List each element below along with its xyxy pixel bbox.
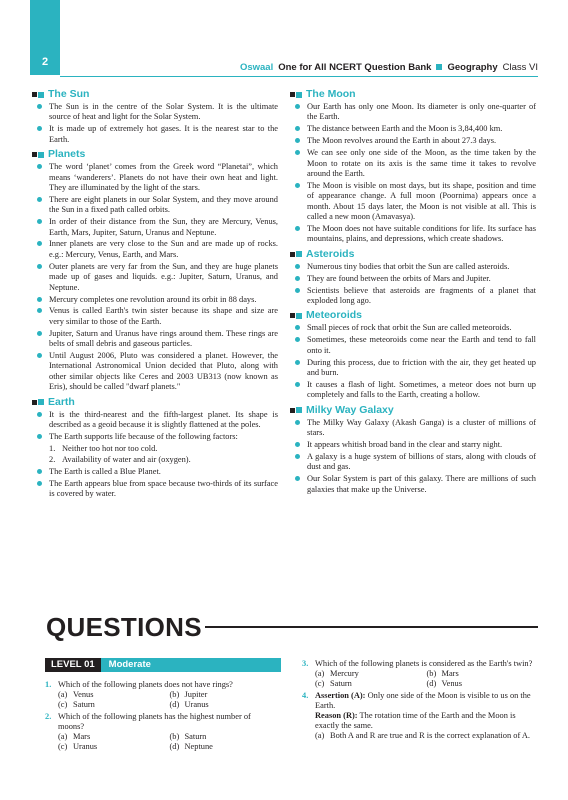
option xyxy=(170,742,278,752)
bullet-icon xyxy=(295,337,300,342)
bullet-text: It is the third-nearest and the fifth-largest planet. Its shape is described as a geoid because it is slightly flattened at the poles. xyxy=(49,409,278,430)
bullet-icon xyxy=(295,150,300,155)
option-letter: (a) xyxy=(58,690,68,700)
bullet-item xyxy=(290,274,536,284)
option-letter: (c) xyxy=(315,679,325,689)
question xyxy=(302,659,534,690)
bullet-item xyxy=(32,262,278,293)
options-grid xyxy=(58,690,277,710)
bullet-item xyxy=(290,474,536,495)
option-text: Venus xyxy=(73,690,94,700)
bullet-icon xyxy=(295,442,300,447)
section-square-icon xyxy=(290,313,302,319)
bullet-item xyxy=(290,181,536,223)
option-letter: (c) xyxy=(58,742,68,752)
option-text: Jupiter xyxy=(184,690,208,700)
question-text: Which of the following planets does not have rings? xyxy=(58,680,233,689)
question-number: 2. xyxy=(45,711,52,721)
option-text: Mercury xyxy=(330,669,359,679)
bullet-text: Our Solar System is part of this galaxy. There are millions of such galaxies that make up the Universe. xyxy=(307,474,536,494)
option-text: Saturn xyxy=(184,732,207,742)
section-heading xyxy=(290,248,536,261)
option xyxy=(427,679,535,689)
questions-title: QUESTIONS xyxy=(46,612,202,642)
factor-list xyxy=(32,444,278,466)
bullet-icon xyxy=(295,126,300,131)
option-letter: (d) xyxy=(426,679,437,689)
bullet-icon xyxy=(295,288,300,293)
bullet-item xyxy=(290,262,536,272)
option-text: Uranus xyxy=(73,742,98,752)
reason xyxy=(315,711,534,731)
section-title: Milky Way Galaxy xyxy=(306,403,394,416)
assertion xyxy=(315,691,534,711)
option xyxy=(170,700,278,710)
bullet-text: The Moon revolves around the Earth in about 27.3 days. xyxy=(307,136,497,146)
square-accent-icon xyxy=(38,152,44,158)
notes-section xyxy=(290,404,536,495)
bullet-icon xyxy=(295,226,300,231)
bullet-text: Jupiter, Saturn and Uranus have rings around them. These rings are belts of small debris and gaseous particles. xyxy=(49,328,278,349)
option xyxy=(170,732,278,742)
notes-section xyxy=(32,88,278,145)
bullet-icon xyxy=(37,264,42,269)
bullet-icon xyxy=(37,308,42,313)
section-square-icon xyxy=(32,152,44,158)
option-letter: (a) xyxy=(315,669,325,679)
bullet-item xyxy=(290,358,536,379)
header-separator-icon xyxy=(436,64,442,70)
bullet-item xyxy=(32,329,278,350)
bullet-item xyxy=(32,467,278,477)
bullet-text: Until August 2006, Pluto was considered a planet. However, the International Astronomical Union decided that Pluto, along with other similar objects like Ceres and 2003 UB313 (now known as Eris), should be called "dwarf planets." xyxy=(49,351,278,392)
bullet-item xyxy=(32,295,278,305)
bullet-text: The Milky Way Galaxy (Akash Ganga) is a cluster of millions of stars. xyxy=(307,417,536,438)
bullet-icon xyxy=(37,219,42,224)
option-letter: (a) xyxy=(315,731,325,741)
notes-section xyxy=(290,88,536,245)
option xyxy=(58,700,166,710)
bullet-icon xyxy=(37,297,42,302)
bullet-text: It appears whitish broad band in the clear and starry night. xyxy=(307,440,503,450)
option-text: Both A and R are true and R is the correct explanation of A. xyxy=(330,731,531,741)
question xyxy=(45,680,277,711)
bullet-item xyxy=(290,148,536,179)
section-title: The Sun xyxy=(48,88,90,100)
square-dark-icon xyxy=(290,313,295,318)
questions-rule xyxy=(205,626,538,628)
bullet-item xyxy=(290,452,536,473)
option xyxy=(315,669,423,679)
section-square-icon xyxy=(290,407,302,413)
section-title: Planets xyxy=(48,148,86,161)
question xyxy=(302,691,534,742)
bullet-icon xyxy=(295,325,300,330)
square-dark-icon xyxy=(32,152,37,157)
square-dark-icon xyxy=(290,252,295,257)
bullet-text: The Earth supports life because of the following factors: xyxy=(49,431,238,441)
bullet-text: The word ‘planet’ comes from the Greek word “Planetai”, which means ‘wanderers’. Planets do not have their own heat and light. They are illuminated by the light of the stars. xyxy=(49,162,278,192)
bullet-icon xyxy=(295,360,300,365)
bullet-text: We can see only one side of the Moon, as the time taken by the Moon to rotate on its axis is the same time it takes to revolve around the Earth. xyxy=(307,148,536,178)
bullet-item xyxy=(32,102,278,123)
notes-section xyxy=(290,309,536,400)
option-text: Uranus xyxy=(184,700,209,710)
assertion-text: Only one side of the Moon is visible to us on the Earth. xyxy=(315,690,531,710)
bullet-icon xyxy=(37,434,42,439)
bullet-list xyxy=(290,323,536,400)
bullet-icon xyxy=(37,469,42,474)
option xyxy=(170,690,278,700)
bullet-list xyxy=(32,102,278,145)
section-title: The Moon xyxy=(306,88,356,100)
option-letter: (d) xyxy=(169,700,180,710)
assertion-label: Assertion (A): xyxy=(315,690,366,700)
bullet-text: Our Earth has only one Moon. Its diameter is only one-quarter of the Earth. xyxy=(307,102,536,122)
question-text: Which of the following planets is considered as the Earth's twin? xyxy=(315,659,533,668)
bullet-icon xyxy=(37,104,42,109)
factor-number: 1. xyxy=(49,443,56,453)
section-heading xyxy=(290,404,536,417)
bullet-item xyxy=(32,195,278,216)
bullet-icon xyxy=(295,183,300,188)
bullet-item xyxy=(290,323,536,333)
square-dark-icon xyxy=(32,92,37,97)
section-title: Earth xyxy=(48,395,75,408)
bullet-icon xyxy=(295,264,300,269)
square-accent-icon xyxy=(296,251,302,257)
bullet-item xyxy=(290,136,536,146)
header-subject: Geography xyxy=(447,61,498,73)
bullet-text: Scientists believe that asteroids are fragments of a planet that exploded long ago. xyxy=(307,285,536,305)
bullet-item xyxy=(32,217,278,238)
notes-left-column xyxy=(32,85,278,501)
option xyxy=(58,732,166,742)
section-heading xyxy=(290,88,536,101)
question-number: 4. xyxy=(302,690,309,700)
option-text: Mars xyxy=(73,732,91,742)
option-text: Venus xyxy=(441,679,462,689)
bullet-text: Small pieces of rock that orbit the Sun are called meteoroids. xyxy=(307,323,512,333)
level-difficulty: Moderate xyxy=(101,658,281,672)
page-number-tab xyxy=(30,0,60,75)
square-dark-icon xyxy=(290,92,295,97)
bullet-text: The Earth appears blue from space because two-thirds of its surface is covered by water. xyxy=(49,478,278,498)
bullet-item xyxy=(32,479,278,500)
section-title: Meteoroids xyxy=(306,309,363,322)
option-letter: (b) xyxy=(169,732,180,742)
bullet-text: It causes a flash of light. Sometimes, a meteor does not burn up completely and falls to the Earth, creating a hollow. xyxy=(307,379,536,400)
section-heading xyxy=(32,148,278,161)
bullet-text: Mercury completes one revolution around its orbit in 88 days. xyxy=(49,294,257,304)
section-square-icon xyxy=(290,92,302,98)
bullet-item xyxy=(290,418,536,439)
header-rule xyxy=(60,76,538,77)
option xyxy=(427,669,535,679)
bullet-icon xyxy=(295,382,300,387)
question-text: Which of the following planets has the highest number of moons? xyxy=(58,711,251,731)
question-number: 1. xyxy=(45,680,52,689)
section-square-icon xyxy=(32,399,44,405)
square-accent-icon xyxy=(296,313,302,319)
option-text: Mars xyxy=(441,669,459,679)
option-text: Neptune xyxy=(184,742,213,752)
option-text: Saturn xyxy=(330,679,352,689)
square-dark-icon xyxy=(290,408,295,413)
bullet-item xyxy=(290,102,536,123)
bullet-text: The Moon does not have suitable conditions for life. Its surface has mountains, plains, and depressions, which create shadows. xyxy=(307,223,536,244)
bullet-item xyxy=(290,440,536,450)
bullet-text: In order of their distance from the Sun, they are Mercury, Venus, Earth, Mars, Jupiter, Saturn, Uranus and Neptune. xyxy=(49,217,278,237)
bullet-icon xyxy=(37,164,42,169)
bullet-item xyxy=(32,351,278,393)
bullet-icon xyxy=(37,412,42,417)
page-number: 2 xyxy=(41,56,49,68)
option-letter: (c) xyxy=(58,700,68,710)
factor-number: 2. xyxy=(49,455,56,465)
square-accent-icon xyxy=(296,92,302,98)
factor-item xyxy=(32,444,278,454)
bullet-text: A galaxy is a huge system of billions of stars, along with clouds of dust and gas. xyxy=(307,451,536,472)
bullet-list xyxy=(32,410,278,443)
option-letter: (a) xyxy=(58,732,68,742)
bullet-item xyxy=(290,124,536,134)
bullet-item xyxy=(290,224,536,245)
section-square-icon xyxy=(290,251,302,257)
factor-text: Availability of water and air (oxygen). xyxy=(62,455,191,465)
bullet-text: The distance between Earth and the Moon is 3,84,400 km. xyxy=(307,124,503,134)
reason-label: Reason (R): xyxy=(315,711,358,721)
questions-right-column xyxy=(302,659,534,743)
bullet-text: The Earth is called a Blue Planet. xyxy=(49,466,161,476)
bullet-item xyxy=(32,239,278,260)
bullet-item xyxy=(290,286,536,307)
bullet-text: Inner planets are very close to the Sun and are made up of rocks. e.g.: Mercury, Venus, Earth, and Mars. xyxy=(49,239,278,259)
bullet-icon xyxy=(37,241,42,246)
bullet-text: There are eight planets in our Solar System, and they move around the Sun in a fixed path called orbits. xyxy=(49,194,278,215)
bullet-icon xyxy=(295,476,300,481)
option xyxy=(58,742,166,752)
header-book-title: One for All NCERT Question Bank xyxy=(278,61,432,73)
notes-section xyxy=(32,396,278,500)
option-letter: (d) xyxy=(169,742,180,752)
level-banner xyxy=(45,658,281,672)
bullet-icon xyxy=(295,138,300,143)
factor-item xyxy=(32,455,278,465)
bullet-icon xyxy=(295,104,300,109)
bullet-list xyxy=(290,418,536,495)
square-accent-icon xyxy=(296,407,302,413)
option-letter: (b) xyxy=(426,669,437,679)
bullet-text: The Sun is in the centre of the Solar System. It is the ultimate source of heat and light for the Solar System. xyxy=(49,102,278,122)
bullet-item xyxy=(32,306,278,327)
bullet-text: Venus is called Earth's twin sister because its shape and size are very similar to those of the Earth. xyxy=(49,306,278,326)
bullet-icon xyxy=(295,420,300,425)
options-grid xyxy=(315,669,534,689)
bullet-item xyxy=(290,380,536,401)
bullet-text: During this process, due to friction with the air, they get heated up and burn. xyxy=(307,357,536,378)
square-accent-icon xyxy=(38,92,44,98)
question-number: 3. xyxy=(302,659,309,668)
bullet-icon xyxy=(37,126,42,131)
bullet-text: It is made up of extremely hot gases. It is the nearest star to the Earth. xyxy=(49,124,278,144)
bullet-icon xyxy=(37,481,42,486)
bullet-list xyxy=(290,262,536,307)
notes-section xyxy=(290,248,536,307)
bullet-item xyxy=(32,410,278,431)
bullet-icon xyxy=(37,197,42,202)
bullet-text: The Moon is visible on most days, but its shape, position and time of appearance change. A full moon (Poornima) appears once a month. About 15 days later, the Moon is not visible at all. This is called a new moon (Amavasya). xyxy=(307,180,536,222)
level-label: LEVEL 01 xyxy=(45,658,101,672)
notes-section xyxy=(32,148,278,393)
bullet-icon xyxy=(295,276,300,281)
reason-text: The rotation time of the Earth and the Moon is exactly the same. xyxy=(315,711,516,731)
notes-right-column xyxy=(290,85,536,497)
bullet-text: Numerous tiny bodies that orbit the Sun are called asteroids. xyxy=(307,261,510,271)
square-dark-icon xyxy=(32,400,37,405)
bullet-item xyxy=(290,335,536,356)
bullet-item xyxy=(32,162,278,193)
bullet-item xyxy=(32,124,278,145)
questions-left-column xyxy=(45,680,277,753)
bullet-icon xyxy=(295,454,300,459)
section-heading xyxy=(290,309,536,322)
bullet-icon xyxy=(37,353,42,358)
section-heading xyxy=(32,396,278,409)
option xyxy=(315,679,423,689)
option-letter: (b) xyxy=(169,690,180,700)
bullet-item xyxy=(32,432,278,442)
bullet-text: Outer planets are very far from the Sun, and they are huge planets made up of gases and liquids. e.g.: Jupiter, Saturn, Uranus, and Neptune. xyxy=(49,261,278,292)
bullet-list xyxy=(32,467,278,500)
bullet-list xyxy=(32,162,278,393)
header-class: Class VI xyxy=(502,61,538,73)
option xyxy=(315,731,534,741)
section-square-icon xyxy=(32,92,44,98)
section-heading xyxy=(32,88,278,101)
running-header xyxy=(60,59,538,75)
header-brand: Oswaal xyxy=(239,61,274,73)
options-grid xyxy=(58,732,277,752)
bullet-text: They are found between the orbits of Mars and Jupiter. xyxy=(307,273,491,283)
factor-text: Neither too hot nor too cold. xyxy=(62,443,158,453)
bullet-text: Sometimes, these meteoroids come near the Earth and tend to fall onto it. xyxy=(307,335,536,355)
question xyxy=(45,712,277,753)
bullet-icon xyxy=(37,331,42,336)
option xyxy=(58,690,166,700)
bullet-list xyxy=(290,102,536,245)
square-accent-icon xyxy=(38,399,44,405)
section-title: Asteroids xyxy=(306,247,355,260)
option-text: Saturn xyxy=(73,700,95,710)
